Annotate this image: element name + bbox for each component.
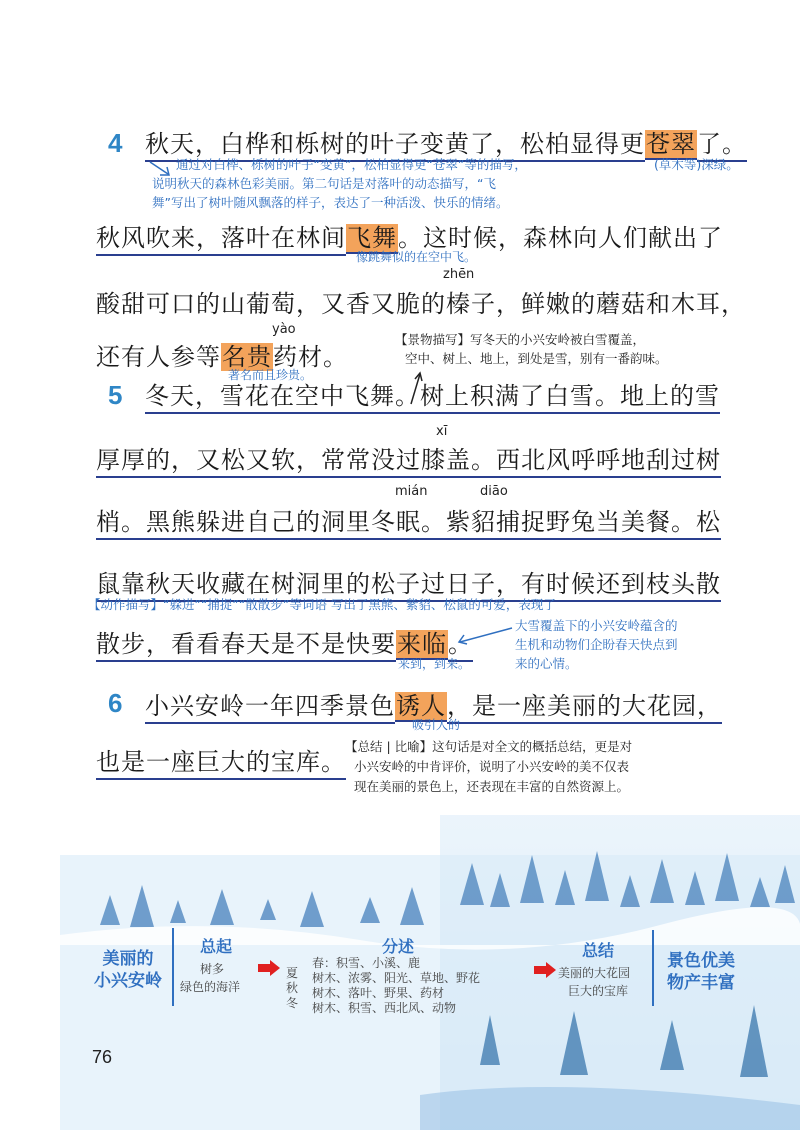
pinyin-zhen: zhēn xyxy=(443,267,475,282)
fenshu-row-1: 春：积雪、小溪、鹿 xyxy=(312,956,421,970)
diagram-zongjie-item-1: 美丽的大花园 xyxy=(558,966,631,980)
summary-annotation-line-2: 小兴安岭的中肯评价，说明了小兴安岭的美不仅表 xyxy=(354,759,630,774)
action-annotation: 【动作描写】“躲进”“捕捉”“散散步”等词语 写出了黑熊、紫貂、松鼠的可爱，表现了 xyxy=(88,597,556,612)
p5-line-2 xyxy=(96,440,721,475)
p4-line-1-end: 了。 xyxy=(697,130,747,162)
diagram-divider xyxy=(652,930,654,1006)
pinyin-yao: yào xyxy=(272,322,296,337)
season-winter: 冬 xyxy=(286,996,299,1010)
p4-annotation-line-3: 舞”写出了树叶随风飘落的样子，表达了一种活泼、快乐的情绪。 xyxy=(152,195,509,210)
highlight-feiwu: 飞舞 xyxy=(347,224,397,252)
page-number: 76 xyxy=(92,1047,113,1067)
p5-line-3 xyxy=(96,502,721,537)
diagram-right-title xyxy=(658,950,744,994)
diagram-zongqi-heading: 总起 xyxy=(200,937,233,956)
diagram-zongjie-heading: 总结 xyxy=(582,941,615,960)
diagram-right-title-line-2: 物产丰富 xyxy=(667,973,735,993)
p5-annotation-line-3: 来的心情。 xyxy=(515,656,578,671)
paragraph-number-4: 4 xyxy=(108,128,123,158)
p5-annotation-line-1: 大雪覆盖下的小兴安岭蕴含的 xyxy=(515,618,678,633)
diagram-divider xyxy=(172,928,174,1006)
p6-line-1-end: ，是一座美丽的大花园， xyxy=(447,692,722,724)
paragraph-number-5: 5 xyxy=(108,380,123,410)
summary-annotation-line-3: 现在美丽的景色上，还表现在丰富的自然资源上。 xyxy=(354,779,630,794)
highlight-youren: 诱人 xyxy=(396,692,446,720)
p6-line-2-text: 也是一座巨大的宝库。 xyxy=(96,748,346,780)
highlight-minggui: 名贵 xyxy=(222,343,272,371)
p4-line-2-end: 。这时候，森林向人们献出了 xyxy=(398,224,723,252)
gloss-laiin: 来到，到来。 xyxy=(398,657,471,671)
p5-line-4 xyxy=(96,564,721,599)
gloss-minggui: 著名而且珍贵。 xyxy=(228,368,313,382)
p4-line-3: 酸甜可口的山葡萄，又香又脆的榛子，鲜嫩的蘑菇和木耳， xyxy=(96,290,746,318)
red-arrow-icon xyxy=(534,962,556,978)
scenery-annotation-line-1: 【景物描写】写冬天的小兴安岭被白雪覆盖， xyxy=(395,332,646,347)
fenshu-row-2: 树木、浓雾、阳光、草地、野花 xyxy=(312,971,481,985)
p5-line-5 xyxy=(96,624,473,659)
p4-line-4-text: 还有人参等 xyxy=(96,343,221,371)
p4-line-4-end: 药材。 xyxy=(273,343,348,371)
p6-line-1-text: 小兴安岭一年四季景色 xyxy=(145,692,395,724)
pinyin-xi: xī xyxy=(436,424,448,439)
diagram-fenshu-heading: 分述 xyxy=(382,937,415,956)
p5-annotation-line-2: 生机和动物们企盼春天快点到 xyxy=(515,637,678,652)
diagram-right-title-line-1: 景色优美 xyxy=(667,951,735,971)
diagram-zongjie-item-2: 巨大的宝库 xyxy=(568,984,629,998)
season-autumn: 秋 xyxy=(286,981,299,995)
p4-line-1-text: 秋天，白桦和栎树的叶子变黄了，松柏显得更 xyxy=(145,130,645,162)
diagram-zongqi-item-2: 绿色的海洋 xyxy=(180,980,241,994)
diagram-left-title-line-1: 美丽的 xyxy=(102,949,154,969)
pinyin-mian: mián xyxy=(395,484,428,499)
p5-line-5-end: 。 xyxy=(448,630,473,662)
p4-line-1 xyxy=(145,124,747,159)
p5-line-4-text: 鼠靠秋天收藏在树洞里的松子过日子，有时候还到枝头散 xyxy=(96,570,721,602)
p6-line-2 xyxy=(96,742,346,777)
p4-line-2-text: 秋风吹来，落叶在林间 xyxy=(96,224,346,256)
p4-gloss-cangcui: (草木等)深绿。 xyxy=(654,157,739,172)
p5-line-2-text: 厚厚的，又松又软，常常没过膝盖。西北风呼呼地刮过树 xyxy=(96,446,721,478)
diagram-seasons xyxy=(286,966,298,1011)
season-summer: 夏 xyxy=(286,966,299,980)
diagram-fenshu-list xyxy=(312,956,480,1016)
p4-annotation-line-1: 通过对白桦、栎树的叶子“变黄”，松柏显得更“苍翠”等的描写， xyxy=(176,157,527,172)
summary-annotation-line-1: 【总结 | 比喻】这句话是对全文的概括总结，更是对 xyxy=(345,739,633,754)
p4-annotation-line-2: 说明秋天的森林色彩美丽。第二句话是对落叶的动态描写，“飞 xyxy=(152,176,496,191)
p5-line-5-text: 散步，看看春天是不是快要 xyxy=(96,630,396,662)
paragraph-number-6: 6 xyxy=(108,688,123,718)
note-arrow-icon xyxy=(456,624,516,646)
diagram-left-title-line-2: 小兴安岭 xyxy=(94,971,162,991)
p5-line-1-text: 冬天，雪花在空中飞舞。树上积满了白雪。地上的雪 xyxy=(145,382,720,414)
gloss-youren: 吸引人的 xyxy=(412,718,461,732)
p5-line-3-text: 梢。黑熊躲进自己的洞里冬眠。紫貂捕捉野兔当美餐。松 xyxy=(96,508,721,540)
highlight-laiin: 来临 xyxy=(397,630,447,658)
diagram-zongqi-item-1: 树多 xyxy=(200,962,225,976)
diagram-left-title xyxy=(88,948,168,992)
p5-line-1 xyxy=(145,376,720,411)
fenshu-row-4: 树木、积雪、西北风、动物 xyxy=(312,1001,457,1015)
pinyin-diao: diāo xyxy=(480,484,508,499)
gloss-feiwu: 像跳舞似的在空中飞。 xyxy=(356,250,477,264)
fenshu-row-3: 树木、落叶、野果、药材 xyxy=(312,986,445,1000)
red-arrow-icon xyxy=(258,960,280,976)
highlight-cangcui: 苍翠 xyxy=(646,130,696,158)
scenery-annotation-line-2: 空中、树上、地上，到处是雪，别有一番韵味。 xyxy=(405,351,668,366)
